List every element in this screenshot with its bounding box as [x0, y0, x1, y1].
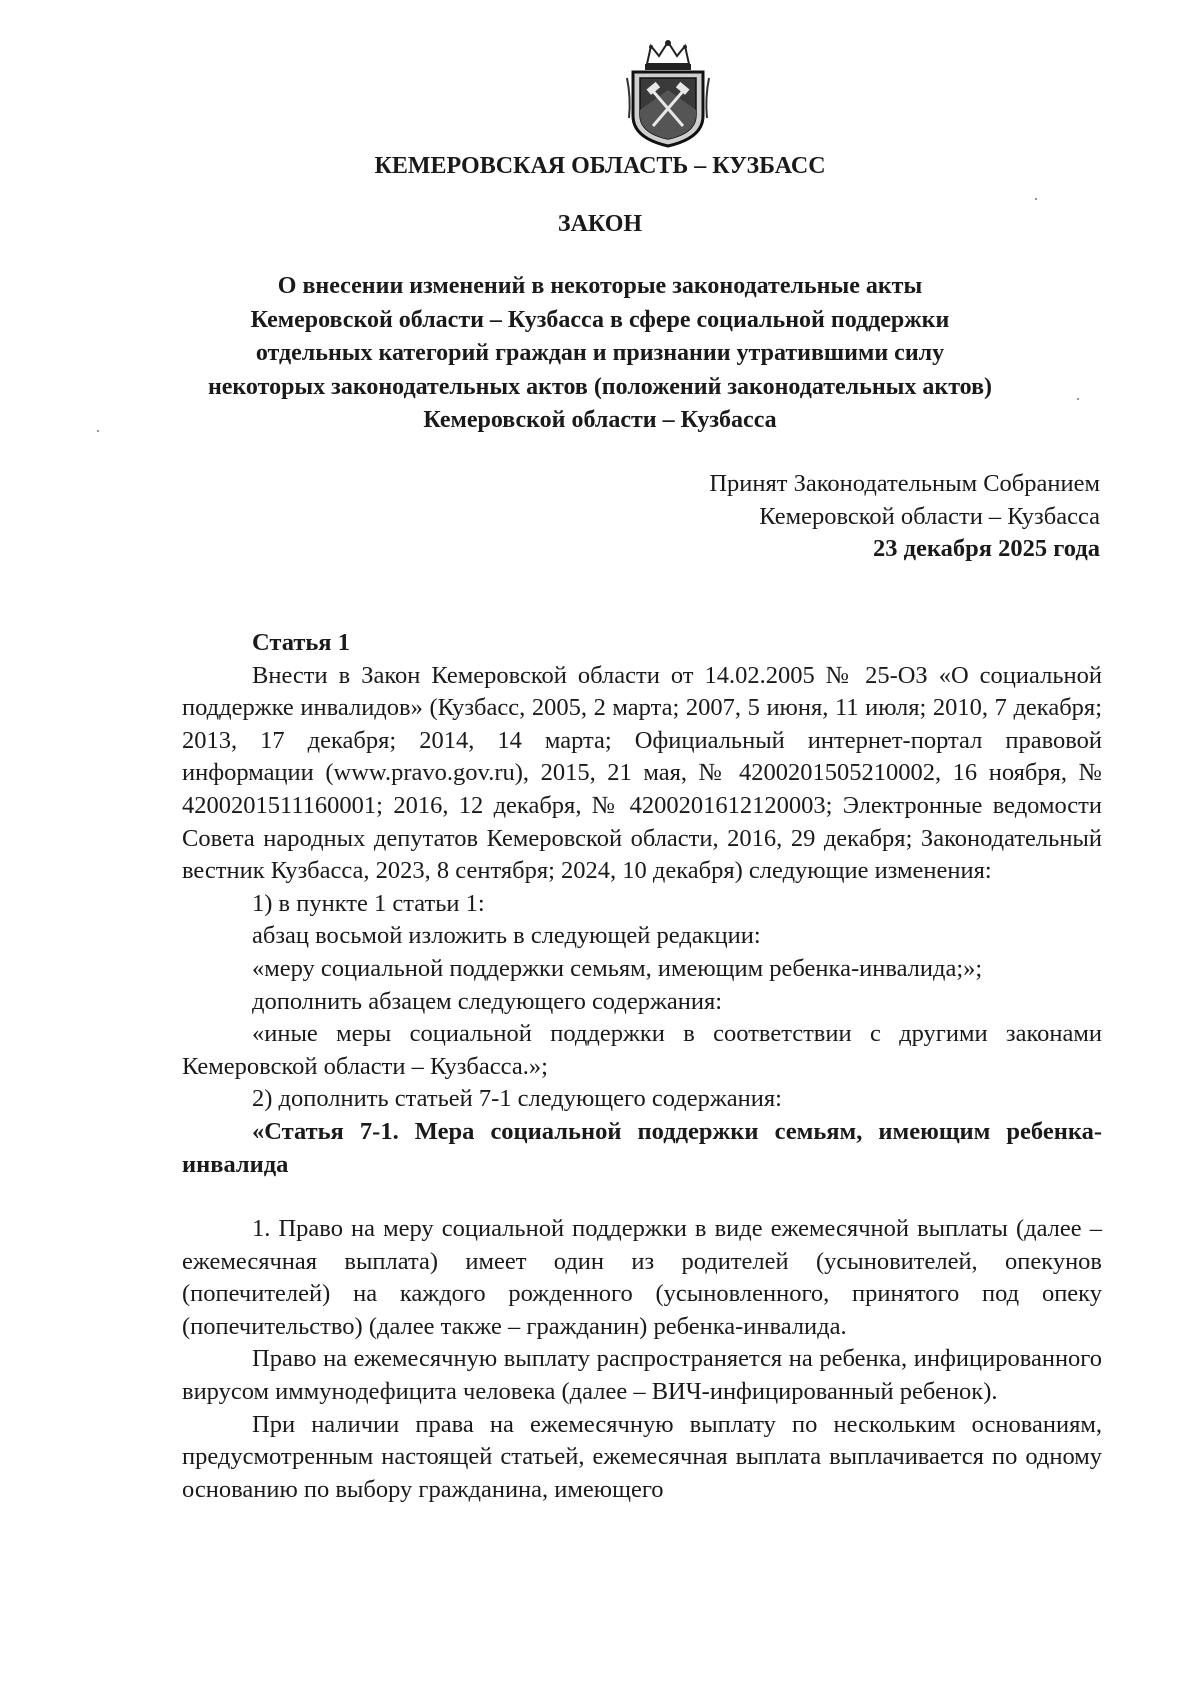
adoption-block [709, 468, 1100, 566]
list-item: 1) в пункте 1 статьи 1: [252, 889, 485, 917]
law-title-line: отдельных категорий граждан и признании утратившими силу [255, 340, 945, 366]
kemerovo-coat-of-arms-icon [625, 38, 711, 150]
body-paragraph: 1. Право на меру социальной поддержки в виде ежемесячной выплаты (далее – ежемесячная выплата) имеет один из родителей (усыновителей, опекунов (попечителей) на каждого рожденного (усыновленного, принятого под опеку (попечительство) (далее также – гражданин) ребенка-инвалида. [182, 1215, 1102, 1340]
scan-speck [1035, 198, 1037, 200]
document-body [182, 627, 1102, 1506]
article-intro-paragraph: Внести в Закон Кемеровской области от 14.02.2005 № 25-ОЗ «О социальной поддержке инвалидов» (Кузбасс, 2005, 2 марта; 2007, 5 июня, 11 июля; 2010, 7 декабря; 2013, 17 декабря; 2014, 14 марта; Официальный интернет-портал правовой информации (www.pravo.gov.ru), 2015, 21 мая, № 4200201505210002, 16 ноября, № 4200201511160001; 2016, 12 декабря, № 4200201612120003; Электронные ведомости Совета народных депутатов Кемеровской области, 2016, 29 декабря; Законодательный вестник Кузбасса, 2023, 8 сентября; 2024, 10 декабря) следующие изменения: [182, 661, 1102, 885]
scan-speck [1077, 398, 1079, 400]
law-title [160, 270, 1040, 438]
document-type-heading: ЗАКОН [557, 211, 643, 237]
adoption-date: 23 декабря 2025 года [873, 535, 1100, 562]
region-heading: КЕМЕРОВСКАЯ ОБЛАСТЬ – КУЗБАСС [374, 153, 826, 179]
scan-speck [97, 430, 99, 432]
body-paragraph: При наличии права на ежемесячную выплату по нескольким основаниям, предусмотренным настоящей статьей, ежемесячная выплата выплачивается по одному основанию по выбору гражданина, имеющего [182, 1410, 1102, 1503]
adoption-line: Принят Законодательным Собранием [709, 470, 1100, 497]
list-item: дополнить абзацем следующего содержания: [252, 987, 723, 1015]
new-article-heading: «Статья 7-1. Мера социальной поддержки семьям, имеющим ребенка-инвалида [182, 1117, 1102, 1178]
body-paragraph: Право на ежемесячную выплату распространяется на ребенка, инфицированного вирусом иммунодефицита человека (далее – ВИЧ-инфицированный ребенок). [182, 1345, 1102, 1406]
law-title-line: Кемеровской области – Кузбасса в сфере социальной поддержки [250, 306, 950, 333]
list-item: «иные меры социальной поддержки в соответствии с другими законами Кемеровской области – Кузбасса.»; [182, 1020, 1102, 1080]
law-title-line: Кемеровской области – Кузбасса [423, 407, 777, 433]
article-heading: Статья 1 [252, 629, 350, 656]
list-item: абзац восьмой изложить в следующей редакции: [252, 922, 761, 950]
list-item: «меру социальной поддержки семьям, имеющим ребенка-инвалида;»; [252, 954, 983, 982]
law-title-line: некоторых законодательных актов (положений законодательных актов) [207, 373, 993, 400]
law-title-line: О внесении изменений в некоторые законодательные акты [277, 273, 923, 299]
adoption-line: Кемеровской области – Кузбасса [759, 502, 1100, 530]
list-item: 2) дополнить статьей 7-1 следующего содержания: [252, 1085, 782, 1113]
spacer [182, 1181, 1102, 1213]
